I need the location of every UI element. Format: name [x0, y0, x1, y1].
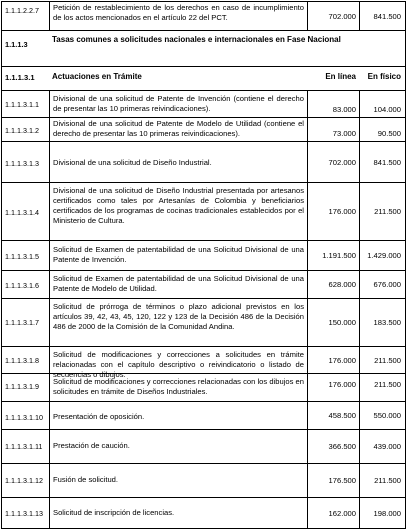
fee-table	[1, 1, 406, 529]
row-code: 1.1.1.3.1.3	[5, 159, 39, 168]
row-value-physical: 211.500	[359, 374, 405, 401]
table-row	[2, 299, 405, 347]
row-value-physical: 211.500	[359, 183, 405, 240]
row-value-online: 702.000	[307, 2, 359, 30]
row-value-physical: 439.000	[359, 430, 405, 463]
row-code: 1.1.1.3.1.5	[5, 252, 39, 261]
table-row	[2, 91, 405, 118]
row-value-online: 628.000	[307, 271, 359, 298]
row-value-online: 150.000	[307, 299, 359, 346]
row-code: 1.1.1.3.1.1	[5, 100, 39, 109]
row-value-physical: 90.500	[359, 118, 405, 141]
row-code: 1.1.1.3.1.4	[5, 208, 39, 217]
table-row	[2, 2, 405, 31]
table-row	[2, 142, 405, 183]
row-description: Solicitud de Examen de patentabilidad de una Solicitud Divisional de una Patente de Modelo de Utilidad.	[49, 271, 307, 298]
row-code: 1.1.1.2.2.7	[5, 6, 39, 15]
row-code: 1.1.1.3.1.8	[5, 356, 39, 365]
row-description: Solicitud de prórroga de términos o plazo adicional previstos en los artículos 39, 42, 43, 45, 120, 122 y 123 de la Decisión 486 de la Decisión 486 de 2000 de la Comisión de la Comunidad Andina.	[49, 299, 307, 346]
row-value-physical: 198.000	[359, 498, 405, 528]
section-title: Tasas comunes a solicitudes nacionales e internacionales en Fase Nacional	[52, 35, 341, 44]
row-code: 1.1.1.3.1.6	[5, 281, 39, 290]
row-value-online: 702.000	[307, 142, 359, 182]
section-heading-row	[2, 31, 405, 66]
table-row	[2, 374, 405, 402]
table-row	[2, 118, 405, 142]
row-description: Solicitud de Examen de patentabilidad de una Solicitud Divisional de una Patente de Invención.	[49, 241, 307, 270]
row-value-physical: 183.500	[359, 299, 405, 346]
table-row	[2, 430, 405, 464]
row-value-online: 1.191.500	[307, 241, 359, 270]
row-description: Divisional de una solicitud de Patente de Modelo de Utilidad (contiene el derecho de presentar las 10 primeras reivindicaciones).	[49, 118, 307, 141]
row-description: Solicitud de inscripción de licencias.	[49, 498, 307, 528]
table-row	[2, 271, 405, 299]
row-value-online: 176.000	[307, 183, 359, 240]
table-row	[2, 464, 405, 498]
row-description: Presentación de oposición.	[49, 402, 307, 429]
subsection-header-row	[2, 66, 405, 91]
column-header-online: En línea	[325, 72, 356, 81]
row-value-online: 366.500	[307, 430, 359, 463]
row-description: Petición de restablecimiento de los derechos en caso de incumplimiento de los actos mencionados en el artículo 22 del PCT.	[49, 2, 307, 30]
subsection-title: Actuaciones en Trámite	[52, 72, 142, 81]
row-value-physical: 841.500	[359, 2, 405, 30]
row-code: 1.1.1.3.1.10	[5, 413, 43, 422]
table-row	[2, 402, 405, 430]
row-value-online: 176.000	[307, 347, 359, 373]
table-row	[2, 241, 405, 271]
row-description: Divisional de una solicitud de Patente de Invención (contiene el derecho de presentar las 10 primeras reivindicaciones).	[49, 91, 307, 117]
row-description: Divisional de una solicitud de Diseño Industrial.	[49, 142, 307, 182]
table-row	[2, 498, 405, 528]
row-description: Solicitud de modificaciones y correcciones a solicitudes en trámite relacionadas con el capítulo descriptivo o reivindicatorio o listado de secuencias o dibujos.	[49, 347, 307, 373]
row-description: Fusión de solicitud.	[49, 464, 307, 497]
row-value-online: 458.500	[307, 402, 359, 429]
row-value-physical: 1.429.000	[359, 241, 405, 270]
section-code: 1.1.1.3	[5, 40, 28, 49]
subsection-code: 1.1.1.3.1	[5, 73, 35, 82]
table-row	[2, 347, 405, 379]
row-code: 1.1.1.3.1.12	[5, 476, 43, 485]
row-value-physical: 104.000	[359, 91, 405, 117]
row-code: 1.1.1.3.1.13	[5, 509, 43, 518]
table-row	[2, 183, 405, 241]
row-code: 1.1.1.3.1.11	[5, 442, 43, 451]
row-value-online: 73.000	[307, 118, 359, 141]
row-description: Divisional de una solicitud de Diseño Industrial presentada por artesanos certificados como tales por Artesanías de Colombia y beneficiarios certificados de los programas de cocinas tradicionales establecidos por el Ministerio de Cultura.	[49, 183, 307, 240]
row-value-physical: 550.000	[359, 402, 405, 429]
row-code: 1.1.1.3.1.7	[5, 318, 39, 327]
column-header-physical: En físico	[367, 72, 401, 81]
row-value-online: 83.000	[307, 91, 359, 117]
row-value-online: 176.000	[307, 374, 359, 401]
row-value-physical: 211.500	[359, 347, 405, 373]
row-value-physical: 676.000	[359, 271, 405, 298]
row-value-online: 176.500	[307, 464, 359, 497]
row-value-physical: 211.500	[359, 464, 405, 497]
row-description: Prestación de caución.	[49, 430, 307, 463]
row-description: Solicitud de modificaciones y correcciones relacionadas con los dibujos en solicitudes en trámite de Diseños Industriales.	[49, 374, 307, 401]
row-value-online: 162.000	[307, 498, 359, 528]
row-code: 1.1.1.3.1.9	[5, 382, 39, 391]
row-code: 1.1.1.3.1.2	[5, 126, 39, 135]
row-value-physical: 841.500	[359, 142, 405, 182]
